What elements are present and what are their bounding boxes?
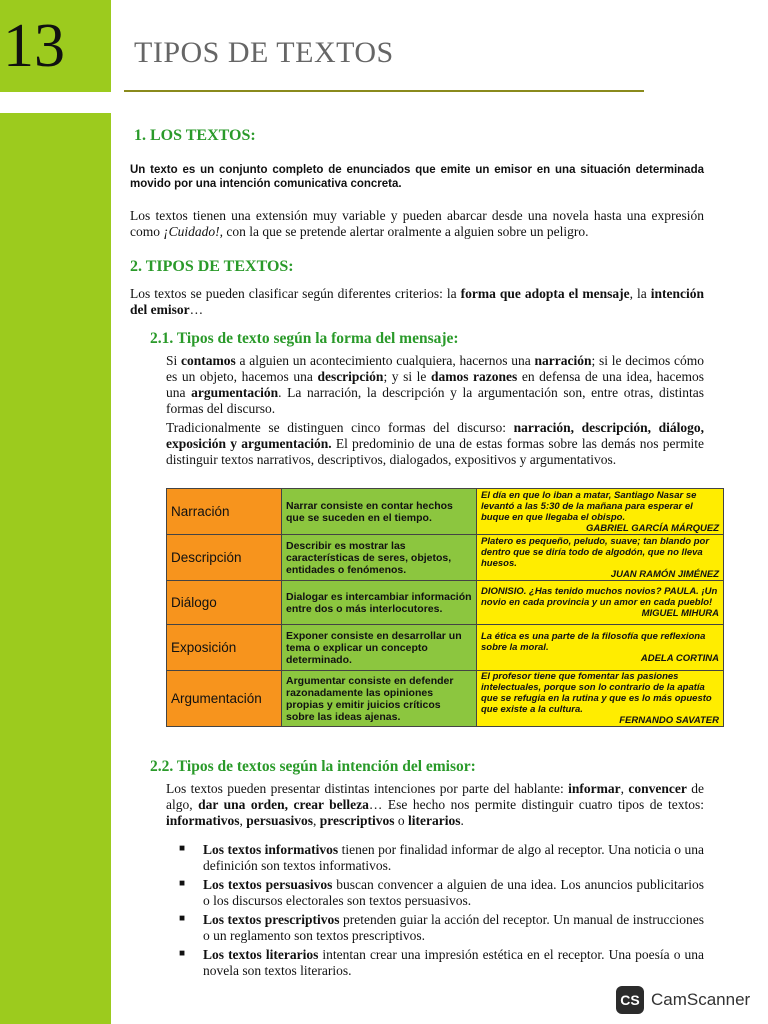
form-cell: Narración	[167, 489, 282, 535]
definition-cell: Narrar consiste en contar hechos que se suceden en el tiempo.	[282, 489, 477, 535]
camscanner-logo-icon: CS	[616, 986, 644, 1014]
list-item-text: pretenden guiar la acción del receptor. Un manual de instrucciones o un reglamento son textos prescriptivos.	[203, 912, 704, 943]
definition-cell: Argumentar consiste en defender razonadamente las opiniones propias y emitir juicios críticos sobre las ideas ajenas.	[282, 671, 477, 727]
definition-cell: Exponer consiste en desarrollar un tema o explicar un concepto determinado.	[282, 625, 477, 671]
list-item	[177, 912, 704, 944]
paragraph-bold: informativos	[166, 813, 240, 828]
paragraph-text: ; si le decimos cómo es un objeto, hacemos una	[166, 353, 704, 384]
paragraph-text: ,	[620, 781, 629, 796]
list-item-term: Los textos prescriptivos	[203, 912, 340, 927]
paragraph-bold: persuasivos	[246, 813, 314, 828]
paragraph-bold: dar una orden, crear belleza	[198, 797, 369, 812]
example-cell	[477, 581, 724, 625]
paragraph-intenciones	[166, 781, 704, 829]
text-types-list	[177, 842, 704, 982]
example-author: MIGUEL MIHURA	[641, 608, 719, 619]
table-row	[167, 535, 724, 581]
chapter-number: 13	[3, 12, 65, 80]
paragraph-text: Los textos pueden presentar distintas intenciones por parte del hablante:	[166, 781, 569, 796]
example-author: GABRIEL GARCÍA MÁRQUEZ	[586, 522, 719, 534]
paragraph-text: a alguien un acontecimiento cualquiera, hacernos una	[235, 353, 535, 368]
paragraph-bold: contamos	[181, 353, 236, 368]
example-author: FERNANDO SAVATER	[619, 715, 719, 726]
heading-forma-mensaje: 2.1. Tipos de texto según la forma del mensaje:	[150, 330, 459, 347]
paragraph-text: ,	[313, 813, 320, 828]
bullet-icon: ■	[179, 843, 186, 854]
paragraph-bold: informar	[568, 781, 621, 796]
paragraph-text: Los textos tienen una extensión muy variable y pueden abarcar desde una novela hasta una expresión como	[130, 208, 704, 239]
bullet-icon: ■	[179, 913, 186, 924]
form-cell: Argumentación	[167, 671, 282, 727]
list-item	[177, 947, 704, 979]
example-author: ADELA CORTINA	[640, 653, 719, 664]
paragraph-text: , la	[629, 286, 651, 301]
definition-cell: Dialogar es intercambiar información entre dos o más interlocutores.	[282, 581, 477, 625]
paragraph-bold: prescriptivos	[319, 813, 395, 828]
example-text: El día en que lo iban a matar, Santiago Nasar se levantó a las 5:30 de la mañana para esperar el buque en que llegaba el obispo.	[481, 489, 697, 523]
example-cell	[477, 489, 724, 535]
list-item	[177, 842, 704, 874]
paragraph-extension	[130, 208, 704, 240]
paragraph-bold: intención del emisor	[130, 286, 704, 317]
heading-tipos-de-textos: 2. TIPOS DE TEXTOS:	[130, 258, 294, 275]
definition-cell: Describir es mostrar las características de seres, objetos, entidades o fenómenos.	[282, 535, 477, 581]
list-item-term: Los textos informativos	[203, 842, 339, 857]
example-text: El profesor tiene que fomentar las pasiones intelectuales, porque son lo contrario de la apatía que se refugia en la rutina y que es lo más opuesto que existe a la cultura.	[481, 671, 712, 715]
title-rule	[124, 90, 644, 92]
bullet-icon: ■	[179, 948, 186, 959]
paragraph-bold: descripción	[317, 369, 384, 384]
chapter-title: TIPOS DE TEXTOS	[134, 36, 394, 69]
chapter-number-block	[0, 0, 111, 92]
table-row	[167, 581, 724, 625]
example-text: La ética es una parte de la filosofía que reflexiona sobre la moral.	[481, 631, 706, 653]
camscanner-watermark	[616, 986, 750, 1014]
paragraph-text: o	[394, 813, 409, 828]
paragraph-bold: forma que adopta el mensaje	[460, 286, 630, 301]
paragraph-criterios	[130, 286, 704, 318]
paragraph-text: con la que se pretende alertar oralmente a alguien sobre un peligro.	[223, 224, 589, 239]
paragraph-text: ; y si le	[383, 369, 431, 384]
form-cell: Exposición	[167, 625, 282, 671]
paragraph-text: .	[460, 813, 464, 828]
example-text: DIONISIO. ¿Has tenido muchos novios? PAULA. ¡Un novio en cada provincia y un amor en cada pueblo!	[481, 586, 718, 608]
example-cell	[477, 535, 724, 581]
example-cell	[477, 671, 724, 727]
list-item-text: tienen por finalidad informar de algo al receptor. Una noticia o una definición son textos informativos.	[203, 842, 704, 873]
paragraph-text: ,	[239, 813, 247, 828]
example-text: Platero es pequeño, peludo, suave; tan blando por dentro que se diría todo de algodón, que no lleva huesos.	[481, 535, 710, 569]
form-cell: Diálogo	[167, 581, 282, 625]
paragraph-text: Tradicionalmente se distinguen cinco formas del discurso:	[166, 420, 514, 435]
example-author: JUAN RAMÓN JIMÉNEZ	[610, 568, 719, 580]
paragraph-bold: argumentación	[191, 385, 279, 400]
paragraph-cinco-formas	[166, 420, 704, 468]
list-item-text: intentan crear una impresión estética en el receptor. Una poesía o una novela son textos literarios.	[203, 947, 704, 978]
heading-los-textos: 1. LOS TEXTOS:	[134, 127, 256, 144]
paragraph-text: Los textos se pueden clasificar según diferentes criterios: la	[130, 286, 461, 301]
camscanner-label: CamScanner	[651, 990, 751, 1009]
table-row	[167, 489, 724, 535]
definition-paragraph: Un texto es un conjunto completo de enunciados que emite un emisor en una situación determinada movido por una intención comunicativa concreta.	[130, 164, 704, 190]
paragraph-text: …	[189, 302, 204, 317]
paragraph-bold: narración, descripción, diálogo, exposición y argumentación.	[166, 420, 704, 451]
paragraph-text: … Ese hecho nos permite distinguir cuatro tipos de textos:	[368, 797, 704, 812]
bullet-icon: ■	[179, 878, 186, 889]
side-bar	[0, 113, 111, 1024]
forms-table	[166, 488, 724, 727]
list-item-text: buscan convencer a alguien de una idea. Los anuncios publicitarios o los discursos electorales son textos persuasivos.	[203, 877, 704, 908]
form-cell: Descripción	[167, 535, 282, 581]
list-item	[177, 877, 704, 909]
paragraph-italic: ¡Cuidado!,	[163, 224, 224, 239]
list-item-term: Los textos persuasivos	[203, 877, 333, 892]
paragraph-text: en defensa de una idea, hacemos una	[166, 369, 705, 400]
table-row	[167, 625, 724, 671]
heading-intencion-emisor: 2.2. Tipos de textos según la intención del emisor:	[150, 758, 476, 775]
paragraph-bold: convencer	[628, 781, 687, 796]
paragraph-formas	[166, 353, 704, 417]
table-row	[167, 671, 724, 727]
paragraph-bold: narración	[534, 353, 592, 368]
paragraph-text: El predominio de una de estas formas sobre las demás nos permite distinguir textos narrativos, descriptivos, dialogados, expositivos y argumentativos.	[166, 436, 705, 467]
paragraph-text: de algo,	[166, 781, 705, 812]
paragraph-bold: damos razones	[430, 369, 518, 384]
paragraph-text: . La narración, la descripción y la argumentación son, entre otras, distintas formas del discurso.	[166, 385, 704, 416]
paragraph-bold: literarios	[408, 813, 461, 828]
paragraph-text: Si	[166, 353, 182, 368]
example-cell	[477, 625, 724, 671]
list-item-term: Los textos literarios	[203, 947, 319, 962]
